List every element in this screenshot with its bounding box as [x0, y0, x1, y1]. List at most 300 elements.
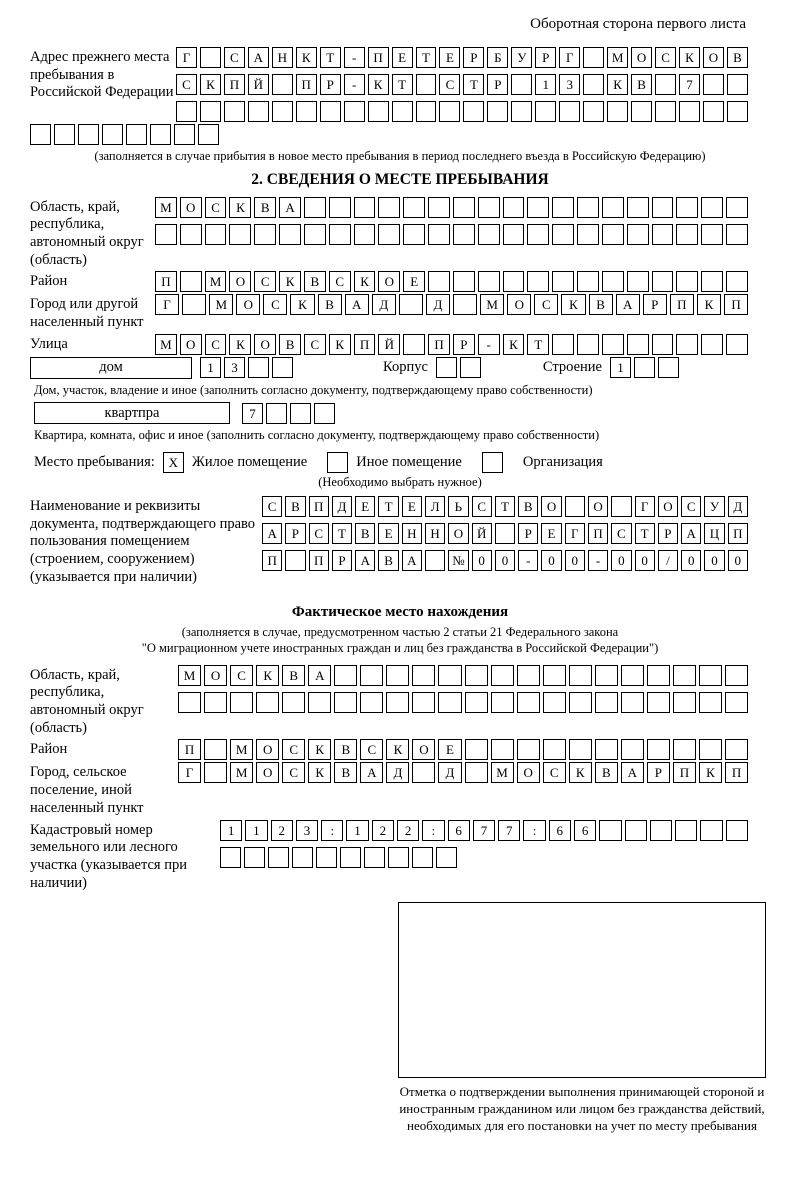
char-cell[interactable]: 1	[220, 820, 242, 841]
char-cell[interactable]	[699, 665, 722, 686]
char-cell[interactable]	[726, 224, 748, 245]
char-cell[interactable]: 7	[498, 820, 520, 841]
char-cell[interactable]	[583, 101, 604, 122]
char-cell[interactable]	[344, 101, 365, 122]
char-cell[interactable]: С	[224, 47, 245, 68]
char-cell[interactable]	[244, 847, 265, 868]
char-cell[interactable]: В	[518, 496, 538, 517]
char-cell[interactable]: К	[386, 739, 409, 760]
char-cell[interactable]	[102, 124, 123, 145]
char-cell[interactable]	[254, 224, 276, 245]
char-cell[interactable]	[517, 739, 540, 760]
char-cell[interactable]	[565, 496, 585, 517]
char-cell[interactable]: Р	[535, 47, 556, 68]
char-cell[interactable]	[725, 665, 748, 686]
char-cell[interactable]	[340, 847, 361, 868]
char-cell[interactable]: 0	[611, 550, 631, 571]
char-cell[interactable]	[701, 334, 723, 355]
char-cell[interactable]: Р	[518, 523, 538, 544]
char-cell[interactable]: А	[262, 523, 282, 544]
char-cell[interactable]	[569, 665, 592, 686]
char-cell[interactable]: Е	[541, 523, 561, 544]
char-cell[interactable]: Г	[176, 47, 197, 68]
char-cell[interactable]: П	[588, 523, 608, 544]
char-cell[interactable]	[256, 692, 279, 713]
char-cell[interactable]	[543, 739, 566, 760]
char-cell[interactable]: П	[155, 271, 177, 292]
char-cell[interactable]	[621, 739, 644, 760]
char-cell[interactable]	[438, 692, 461, 713]
char-cell[interactable]	[388, 847, 409, 868]
char-cell[interactable]: Н	[425, 523, 445, 544]
char-cell[interactable]	[364, 847, 385, 868]
char-cell[interactable]	[126, 124, 147, 145]
char-cell[interactable]	[673, 692, 696, 713]
char-cell[interactable]: К	[279, 271, 301, 292]
char-cell[interactable]: У	[704, 496, 724, 517]
char-cell[interactable]: С	[681, 496, 701, 517]
char-cell[interactable]	[535, 101, 556, 122]
char-cell[interactable]	[602, 224, 624, 245]
char-cell[interactable]	[416, 101, 437, 122]
char-cell[interactable]: В	[318, 294, 342, 315]
char-cell[interactable]: В	[254, 197, 276, 218]
char-cell[interactable]: 6	[574, 820, 596, 841]
char-cell[interactable]	[174, 124, 195, 145]
char-cell[interactable]: Н	[272, 47, 293, 68]
char-cell[interactable]	[652, 224, 674, 245]
char-cell[interactable]: 0	[681, 550, 701, 571]
char-cell[interactable]	[329, 224, 351, 245]
char-cell[interactable]: А	[621, 762, 644, 783]
char-cell[interactable]	[304, 197, 326, 218]
char-cell[interactable]: -	[478, 334, 500, 355]
char-cell[interactable]: О	[517, 762, 540, 783]
char-cell[interactable]	[517, 692, 540, 713]
char-cell[interactable]	[607, 101, 628, 122]
char-cell[interactable]	[595, 739, 618, 760]
char-cell[interactable]	[652, 197, 674, 218]
char-cell[interactable]	[652, 271, 674, 292]
char-cell[interactable]: Е	[439, 47, 460, 68]
char-cell[interactable]	[552, 224, 574, 245]
char-cell[interactable]	[453, 224, 475, 245]
char-cell[interactable]	[726, 271, 748, 292]
char-cell[interactable]	[320, 101, 341, 122]
char-cell[interactable]: Г	[155, 294, 179, 315]
char-cell[interactable]	[543, 692, 566, 713]
char-cell[interactable]	[679, 101, 700, 122]
char-cell[interactable]: Е	[403, 271, 425, 292]
char-cell[interactable]: М	[205, 271, 227, 292]
char-cell[interactable]: Й	[248, 74, 269, 95]
char-cell[interactable]: 2	[271, 820, 293, 841]
char-cell[interactable]: С	[230, 665, 253, 686]
char-cell[interactable]: П	[309, 550, 329, 571]
char-cell[interactable]	[647, 665, 670, 686]
char-cell[interactable]	[503, 271, 525, 292]
char-cell[interactable]: Д	[426, 294, 450, 315]
char-cell[interactable]: А	[402, 550, 422, 571]
char-cell[interactable]: Р	[658, 523, 678, 544]
char-cell[interactable]	[436, 847, 457, 868]
char-cell[interactable]: У	[511, 47, 532, 68]
char-cell[interactable]	[703, 74, 724, 95]
char-cell[interactable]: 1	[200, 357, 221, 378]
char-cell[interactable]	[360, 665, 383, 686]
char-cell[interactable]: В	[279, 334, 301, 355]
char-cell[interactable]: №	[448, 550, 468, 571]
char-cell[interactable]: А	[345, 294, 369, 315]
char-cell[interactable]: П	[262, 550, 282, 571]
char-cell[interactable]	[205, 224, 227, 245]
char-cell[interactable]	[428, 197, 450, 218]
char-cell[interactable]	[334, 665, 357, 686]
char-cell[interactable]	[453, 294, 477, 315]
char-cell[interactable]	[392, 101, 413, 122]
char-cell[interactable]	[478, 271, 500, 292]
char-cell[interactable]	[412, 692, 435, 713]
char-cell[interactable]: В	[282, 665, 305, 686]
char-cell[interactable]: К	[308, 739, 331, 760]
char-cell[interactable]	[602, 197, 624, 218]
char-cell[interactable]: 0	[495, 550, 515, 571]
char-cell[interactable]	[701, 224, 723, 245]
char-cell[interactable]: О	[256, 762, 279, 783]
char-cell[interactable]: О	[378, 271, 400, 292]
char-cell[interactable]: В	[334, 739, 357, 760]
char-cell[interactable]: А	[248, 47, 269, 68]
char-cell[interactable]	[611, 496, 631, 517]
stay-type-checkbox-organization[interactable]	[482, 452, 503, 473]
char-cell[interactable]	[652, 334, 674, 355]
char-cell[interactable]	[453, 271, 475, 292]
char-cell[interactable]: П	[725, 762, 748, 783]
char-cell[interactable]	[595, 665, 618, 686]
char-cell[interactable]: Т	[378, 496, 398, 517]
char-cell[interactable]	[602, 271, 624, 292]
char-cell[interactable]: С	[543, 762, 566, 783]
char-cell[interactable]	[272, 357, 293, 378]
char-cell[interactable]: Г	[559, 47, 580, 68]
char-cell[interactable]: В	[595, 762, 618, 783]
char-cell[interactable]: С	[534, 294, 558, 315]
char-cell[interactable]: -	[588, 550, 608, 571]
char-cell[interactable]: К	[699, 762, 722, 783]
char-cell[interactable]: С	[304, 334, 326, 355]
char-cell[interactable]: Р	[643, 294, 667, 315]
char-cell[interactable]	[511, 101, 532, 122]
char-cell[interactable]: Р	[463, 47, 484, 68]
char-cell[interactable]: О	[541, 496, 561, 517]
char-cell[interactable]: 0	[704, 550, 724, 571]
char-cell[interactable]: М	[178, 665, 201, 686]
char-cell[interactable]: К	[229, 197, 251, 218]
char-cell[interactable]: Р	[453, 334, 475, 355]
char-cell[interactable]: П	[724, 294, 748, 315]
char-cell[interactable]: А	[616, 294, 640, 315]
char-cell[interactable]: А	[355, 550, 375, 571]
char-cell[interactable]	[725, 739, 748, 760]
char-cell[interactable]	[378, 197, 400, 218]
char-cell[interactable]	[368, 101, 389, 122]
char-cell[interactable]: 0	[472, 550, 492, 571]
char-cell[interactable]: Й	[472, 523, 492, 544]
char-cell[interactable]: 1	[346, 820, 368, 841]
char-cell[interactable]: Д	[438, 762, 461, 783]
char-cell[interactable]	[360, 692, 383, 713]
char-cell[interactable]	[543, 665, 566, 686]
char-cell[interactable]: О	[412, 739, 435, 760]
char-cell[interactable]: К	[354, 271, 376, 292]
char-cell[interactable]	[204, 762, 227, 783]
char-cell[interactable]	[655, 101, 676, 122]
stay-type-checkbox-other[interactable]	[327, 452, 348, 473]
char-cell[interactable]: /	[658, 550, 678, 571]
char-cell[interactable]: П	[673, 762, 696, 783]
char-cell[interactable]: С	[263, 294, 287, 315]
char-cell[interactable]: Д	[372, 294, 396, 315]
char-cell[interactable]: 7	[679, 74, 700, 95]
char-cell[interactable]	[527, 224, 549, 245]
char-cell[interactable]	[428, 224, 450, 245]
char-cell[interactable]	[703, 101, 724, 122]
char-cell[interactable]: С	[360, 739, 383, 760]
char-cell[interactable]	[701, 197, 723, 218]
char-cell[interactable]	[725, 692, 748, 713]
char-cell[interactable]	[491, 665, 514, 686]
char-cell[interactable]	[272, 74, 293, 95]
char-cell[interactable]	[412, 665, 435, 686]
char-cell[interactable]: В	[304, 271, 326, 292]
char-cell[interactable]: К	[329, 334, 351, 355]
char-cell[interactable]: 7	[242, 403, 263, 424]
char-cell[interactable]	[230, 692, 253, 713]
char-cell[interactable]: 0	[565, 550, 585, 571]
char-cell[interactable]: М	[491, 762, 514, 783]
char-cell[interactable]	[650, 820, 672, 841]
char-cell[interactable]: М	[607, 47, 628, 68]
char-cell[interactable]	[673, 739, 696, 760]
char-cell[interactable]: 6	[448, 820, 470, 841]
char-cell[interactable]: 1	[535, 74, 556, 95]
char-cell[interactable]: Т	[320, 47, 341, 68]
char-cell[interactable]: С	[262, 496, 282, 517]
char-cell[interactable]: О	[588, 496, 608, 517]
char-cell[interactable]: Р	[320, 74, 341, 95]
char-cell[interactable]: Г	[635, 496, 655, 517]
char-cell[interactable]: О	[180, 197, 202, 218]
char-cell[interactable]	[699, 739, 722, 760]
char-cell[interactable]: 0	[635, 550, 655, 571]
char-cell[interactable]: Е	[402, 496, 422, 517]
char-cell[interactable]: 3	[559, 74, 580, 95]
char-cell[interactable]	[495, 523, 515, 544]
char-cell[interactable]	[599, 820, 621, 841]
char-cell[interactable]	[583, 74, 604, 95]
char-cell[interactable]: -	[344, 74, 365, 95]
char-cell[interactable]: П	[224, 74, 245, 95]
char-cell[interactable]	[282, 692, 305, 713]
char-cell[interactable]	[279, 224, 301, 245]
char-cell[interactable]: Т	[495, 496, 515, 517]
char-cell[interactable]	[700, 820, 722, 841]
char-cell[interactable]: Р	[647, 762, 670, 783]
char-cell[interactable]	[180, 224, 202, 245]
char-cell[interactable]: П	[309, 496, 329, 517]
char-cell[interactable]: 2	[397, 820, 419, 841]
char-cell[interactable]: С	[309, 523, 329, 544]
char-cell[interactable]: С	[439, 74, 460, 95]
char-cell[interactable]: Т	[527, 334, 549, 355]
char-cell[interactable]	[559, 101, 580, 122]
char-cell[interactable]	[726, 820, 748, 841]
char-cell[interactable]: М	[209, 294, 233, 315]
char-cell[interactable]: Б	[487, 47, 508, 68]
char-cell[interactable]	[399, 294, 423, 315]
char-cell[interactable]: М	[155, 334, 177, 355]
char-cell[interactable]: С	[176, 74, 197, 95]
char-cell[interactable]	[150, 124, 171, 145]
char-cell[interactable]	[577, 271, 599, 292]
char-cell[interactable]: О	[180, 334, 202, 355]
char-cell[interactable]: В	[727, 47, 748, 68]
char-cell[interactable]: В	[589, 294, 613, 315]
char-cell[interactable]	[517, 665, 540, 686]
char-cell[interactable]	[354, 197, 376, 218]
char-cell[interactable]: А	[279, 197, 301, 218]
char-cell[interactable]	[178, 692, 201, 713]
char-cell[interactable]: 0	[541, 550, 561, 571]
char-cell[interactable]: О	[448, 523, 468, 544]
char-cell[interactable]: Е	[392, 47, 413, 68]
char-cell[interactable]	[285, 550, 305, 571]
char-cell[interactable]: Д	[728, 496, 748, 517]
char-cell[interactable]: Е	[378, 523, 398, 544]
char-cell[interactable]: С	[282, 739, 305, 760]
char-cell[interactable]: 1	[610, 357, 631, 378]
char-cell[interactable]: -	[344, 47, 365, 68]
char-cell[interactable]: М	[155, 197, 177, 218]
char-cell[interactable]	[627, 334, 649, 355]
char-cell[interactable]	[621, 692, 644, 713]
char-cell[interactable]: Т	[635, 523, 655, 544]
char-cell[interactable]: К	[697, 294, 721, 315]
char-cell[interactable]	[412, 847, 433, 868]
char-cell[interactable]: Ь	[448, 496, 468, 517]
char-cell[interactable]: К	[200, 74, 221, 95]
char-cell[interactable]: -	[518, 550, 538, 571]
char-cell[interactable]: 2	[372, 820, 394, 841]
char-cell[interactable]: О	[507, 294, 531, 315]
char-cell[interactable]	[416, 74, 437, 95]
char-cell[interactable]	[583, 47, 604, 68]
char-cell[interactable]	[453, 197, 475, 218]
char-cell[interactable]: Ц	[704, 523, 724, 544]
char-cell[interactable]	[699, 692, 722, 713]
char-cell[interactable]	[354, 224, 376, 245]
char-cell[interactable]: 3	[224, 357, 245, 378]
char-cell[interactable]	[78, 124, 99, 145]
char-cell[interactable]	[316, 847, 337, 868]
char-cell[interactable]	[491, 739, 514, 760]
char-cell[interactable]	[602, 334, 624, 355]
char-cell[interactable]	[200, 101, 221, 122]
char-cell[interactable]: А	[360, 762, 383, 783]
char-cell[interactable]	[439, 101, 460, 122]
char-cell[interactable]	[30, 124, 51, 145]
char-cell[interactable]	[463, 101, 484, 122]
char-cell[interactable]	[465, 762, 488, 783]
char-cell[interactable]: О	[229, 271, 251, 292]
char-cell[interactable]	[465, 665, 488, 686]
char-cell[interactable]: 3	[296, 820, 318, 841]
char-cell[interactable]	[403, 197, 425, 218]
char-cell[interactable]: Т	[416, 47, 437, 68]
char-cell[interactable]: :	[321, 820, 343, 841]
char-cell[interactable]: С	[205, 334, 227, 355]
char-cell[interactable]: О	[703, 47, 724, 68]
char-cell[interactable]: К	[607, 74, 628, 95]
char-cell[interactable]: С	[329, 271, 351, 292]
char-cell[interactable]: А	[308, 665, 331, 686]
char-cell[interactable]	[625, 820, 647, 841]
char-cell[interactable]: Т	[392, 74, 413, 95]
char-cell[interactable]: Д	[332, 496, 352, 517]
char-cell[interactable]: 0	[728, 550, 748, 571]
char-cell[interactable]	[634, 357, 655, 378]
char-cell[interactable]	[386, 692, 409, 713]
char-cell[interactable]	[308, 692, 331, 713]
char-cell[interactable]	[54, 124, 75, 145]
char-cell[interactable]	[647, 692, 670, 713]
char-cell[interactable]	[266, 403, 287, 424]
char-cell[interactable]	[155, 224, 177, 245]
char-cell[interactable]	[627, 197, 649, 218]
char-cell[interactable]: Р	[285, 523, 305, 544]
char-cell[interactable]	[631, 101, 652, 122]
char-cell[interactable]: В	[355, 523, 375, 544]
char-cell[interactable]	[676, 197, 698, 218]
char-cell[interactable]: :	[422, 820, 444, 841]
char-cell[interactable]	[487, 101, 508, 122]
char-cell[interactable]	[503, 197, 525, 218]
char-cell[interactable]	[296, 101, 317, 122]
char-cell[interactable]	[314, 403, 335, 424]
char-cell[interactable]: Т	[332, 523, 352, 544]
char-cell[interactable]	[701, 271, 723, 292]
char-cell[interactable]: К	[256, 665, 279, 686]
char-cell[interactable]	[726, 197, 748, 218]
char-cell[interactable]	[428, 271, 450, 292]
char-cell[interactable]: С	[472, 496, 492, 517]
char-cell[interactable]: А	[681, 523, 701, 544]
char-cell[interactable]	[726, 334, 748, 355]
char-cell[interactable]	[727, 74, 748, 95]
char-cell[interactable]: О	[256, 739, 279, 760]
char-cell[interactable]: 6	[549, 820, 571, 841]
char-cell[interactable]: К	[503, 334, 525, 355]
char-cell[interactable]: С	[282, 762, 305, 783]
char-cell[interactable]	[292, 847, 313, 868]
char-cell[interactable]: О	[658, 496, 678, 517]
char-cell[interactable]	[552, 197, 574, 218]
char-cell[interactable]	[248, 357, 269, 378]
char-cell[interactable]	[577, 334, 599, 355]
char-cell[interactable]	[224, 101, 245, 122]
char-cell[interactable]: М	[230, 739, 253, 760]
char-cell[interactable]: К	[368, 74, 389, 95]
